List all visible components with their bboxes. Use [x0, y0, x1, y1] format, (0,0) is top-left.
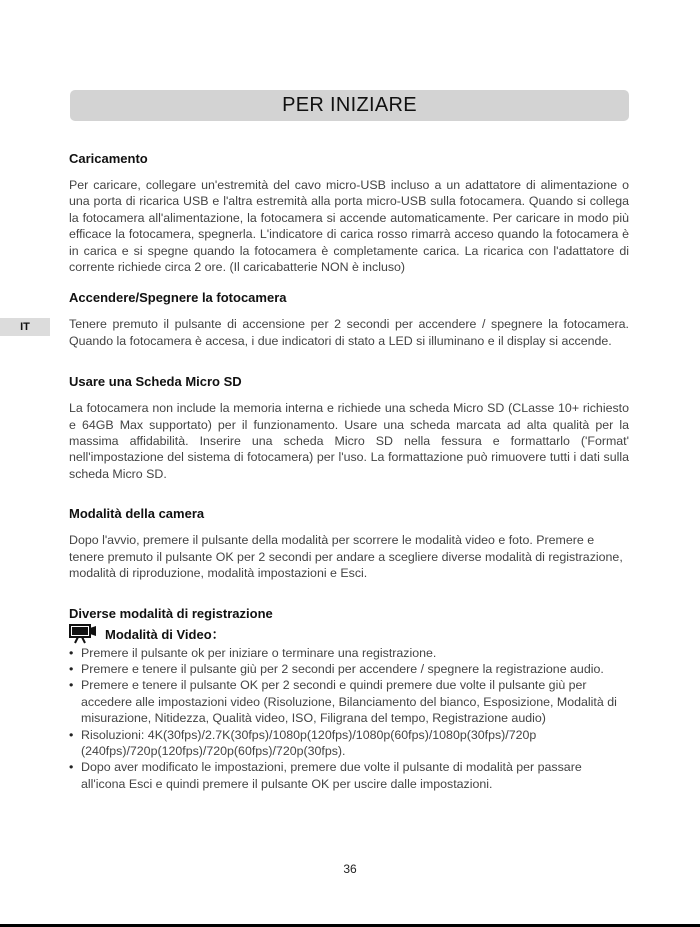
- heading-power: Accendere/Spegnere la fotocamera: [69, 290, 287, 306]
- text-modes: Dopo l'avvio, premere il pulsante della modalità per scorrere le modalità video e foto. Premere e tenere premuto il pulsante OK per 2 secondi per andare a scegliere diverse modalità di registrazione, modalità di riproduzione, modalità impostazioni e Esci.: [69, 533, 623, 581]
- text-sdcard: La fotocamera non include la memoria interna e richiede una scheda Micro SD (CLasse 10+ richiesto e 64GB Max supportato) per il funzionamento. Usare una scheda marcata ad alta qualità per la massima affidabilità. Inserire una scheda Micro SD nella fessura e formattarlo ('Format' nell'impostazione del sistema di fotocamera) per l'uso. La formattazione può rimuovere tutti i dati sulla scheda Micro SD.: [69, 401, 629, 481]
- bullet-item: • Risoluzioni: 4K(30fps)/2.7K(30fps)/1080p(120fps)/1080p(60fps)/1080p(30fps)/720p (240fps)/720p(120fps)/720p(60fps)/720p(30fps).: [69, 727, 629, 760]
- bullet-item: • Premere e tenere il pulsante OK per 2 secondi e quindi premere due volte il pulsante giù per accedere alle impostazioni video (Risoluzione, Bilanciamento del bianco, Esposizione, Modalità di misurazione, Nitidezza, Qualità video, ISO, Filigrana del tempo, Registrazione audio): [69, 677, 629, 726]
- language-tab: IT: [0, 318, 50, 336]
- page-content: [69, 150, 629, 792]
- section-power: [69, 289, 629, 349]
- video-mode-bullet-list: [69, 645, 629, 793]
- bullet-item: • Premere e tenere il pulsante giù per 2 secondi per accendere / spegnere la registrazione audio.: [69, 661, 629, 677]
- video-mode-label: Modalità di Video：: [105, 627, 225, 642]
- heading-sdcard: Usare una Scheda Micro SD: [69, 374, 242, 390]
- video-mode-heading: [69, 625, 629, 643]
- section-sdcard: [69, 373, 629, 482]
- page-number: 36: [343, 862, 357, 876]
- section-banner: [70, 90, 629, 121]
- text-charging: Per caricare, collegare un'estremità del cavo micro-USB incluso a un adattatore di alimentazione o una porta di ricarica USB e l'altra estremità alla porta micro-USB sulla fotocamera. Quando si collega la fotocamera all'alimentazione, la fotocamera si accende automaticamente. Per caricare in modo più efficace la fotocamera, spegnerla. L'indicatore di carica rosso rimarrà acceso quando la fotocamera è in carica e si spegne quando la fotocamera è completamente carica. La ricarica con l'adattatore di corrente richiede circa 2 ore. (Il caricabatterie NON è incluso): [69, 178, 629, 275]
- bullet-item: • Premere il pulsante ok per iniziare o terminare una registrazione.: [69, 645, 629, 661]
- heading-charging: Caricamento: [69, 151, 148, 166]
- video-camera-icon: [69, 624, 97, 644]
- banner-title: PER INIZIARE: [282, 94, 417, 116]
- section-charging: [69, 150, 629, 275]
- bullet-item: • Dopo aver modificato le impostazioni, premere due volte il pulsante di modalità per passare all'icona Esci e quindi premere il pulsante OK per uscire dalle impostazioni.: [69, 759, 629, 792]
- heading-recording: Diverse modalità di registrazione: [69, 605, 273, 621]
- section-recording: [69, 605, 629, 793]
- text-power: Tenere premuto il pulsante di accensione per 2 secondi per accendere / spegnere la fotocamera. Quando la fotocamera è accesa, i due indicatori di stato a LED si illuminano e il display si accende.: [69, 317, 629, 348]
- heading-modes: Modalità della camera: [69, 506, 205, 522]
- section-modes: [69, 505, 629, 581]
